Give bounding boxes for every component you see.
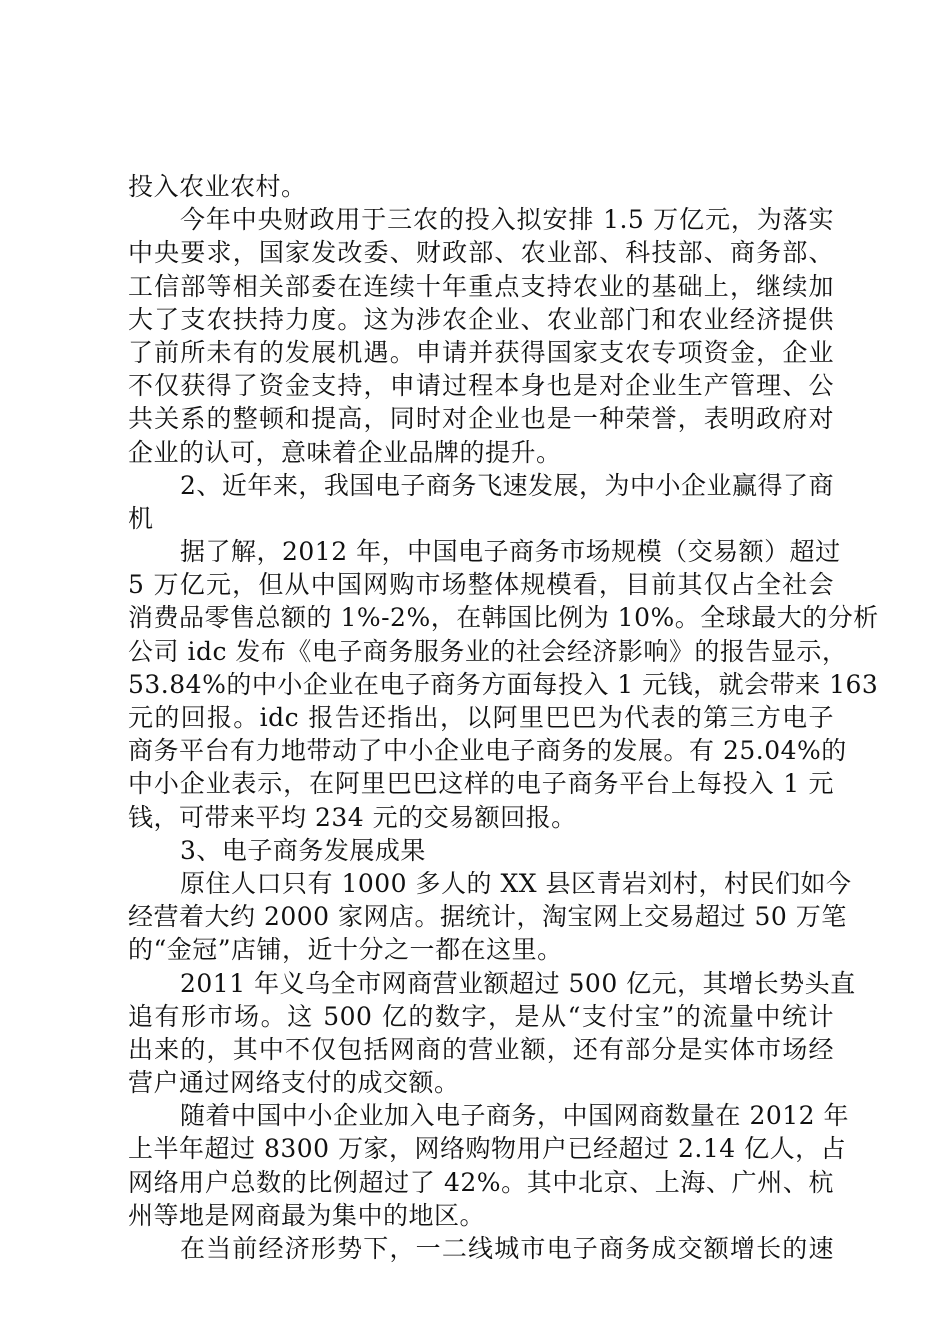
text-line: 公司 idc 发布《电子商务服务业的社会经济影响》的报告显示， xyxy=(128,636,848,666)
text-line: 经营着大约 2000 家网店。据统计，淘宝网上交易超过 50 万笔 xyxy=(128,902,847,932)
text-line: 机 xyxy=(128,503,154,533)
text-line: 工信部等相关部委在连续十年重点支持农业的基础上，继续加 xyxy=(128,271,834,301)
text-line: 营户通过网络支付的成交额。 xyxy=(128,1068,460,1098)
text-line: 出来的，其中不仅包括网商的营业额，还有部分是实体市场经 xyxy=(128,1034,834,1064)
text-line: 州等地是网商最为集中的地区。 xyxy=(128,1200,486,1230)
text-line: 共关系的整顿和提高，同时对企业也是一种荣誉，表明政府对 xyxy=(128,404,834,434)
text-line: 今年中央财政用于三农的投入拟安排 1.5 万亿元，为落实 xyxy=(180,205,834,235)
text-line: 随着中国中小企业加入电子商务，中国网商数量在 2012 年 xyxy=(180,1101,850,1131)
text-line: 53.84%的中小企业在电子商务方面每投入 1 元钱，就会带来 163 xyxy=(128,669,879,699)
text-line: 中小企业表示，在阿里巴巴这样的电子商务平台上每投入 1 元 xyxy=(128,769,834,799)
text-line: 原住人口只有 1000 多人的 XX 县区青岩刘村，村民们如今 xyxy=(180,868,852,898)
text-line: 3、电子商务发展成果 xyxy=(180,835,426,865)
text-line: 的“金冠”店铺，近十分之一都在这里。 xyxy=(128,935,563,965)
text-line: 大了支农扶持力度。这为涉农企业、农业部门和农业经济提供 xyxy=(128,304,834,334)
text-line: 元的回报。idc 报告还指出，以阿里巴巴为代表的第三方电子 xyxy=(128,703,834,732)
text-line: 了前所未有的发展机遇。申请并获得国家支农专项资金，企业 xyxy=(128,337,834,367)
text-line: 5 万亿元，但从中国网购市场整体规模看，目前其仅占全社会 xyxy=(128,570,834,600)
text-line: 商务平台有力地带动了中小企业电子商务的发展。有 25.04%的 xyxy=(128,736,847,766)
text-line: 企业的认可，意味着企业品牌的提升。 xyxy=(128,437,562,467)
text-line: 2011 年义乌全市网商营业额超过 500 亿元，其增长势头直 xyxy=(180,968,856,998)
text-line: 据了解，2012 年，中国电子商务市场规模（交易额）超过 xyxy=(180,537,841,567)
text-line: 追有形市场。这 500 亿的数字，是从“支付宝”的流量中统计 xyxy=(128,1001,834,1031)
text-line: 不仅获得了资金支持，申请过程本身也是对企业生产管理、公 xyxy=(128,371,834,401)
text-line: 钱，可带来平均 234 元的交易额回报。 xyxy=(128,802,577,832)
text-line: 2、近年来，我国电子商务飞速发展，为中小企业赢得了商 xyxy=(180,470,834,500)
text-line: 上半年超过 8300 万家，网络购物用户已经超过 2.14 亿人，占 xyxy=(128,1134,847,1164)
document-page xyxy=(128,170,879,1265)
text-line: 网络用户总数的比例超过了 42%。其中北京、上海、广州、杭 xyxy=(128,1167,834,1197)
text-line: 在当前经济形势下，一二线城市电子商务成交额增长的速 xyxy=(180,1234,834,1263)
text-line: 消费品零售总额的 1%-2%，在韩国比例为 10%。全球最大的分析 xyxy=(128,603,879,633)
text-line: 投入农业农村。 xyxy=(128,172,307,201)
text-line: 中央要求，国家发改委、财政部、农业部、科技部、商务部、 xyxy=(128,238,834,268)
